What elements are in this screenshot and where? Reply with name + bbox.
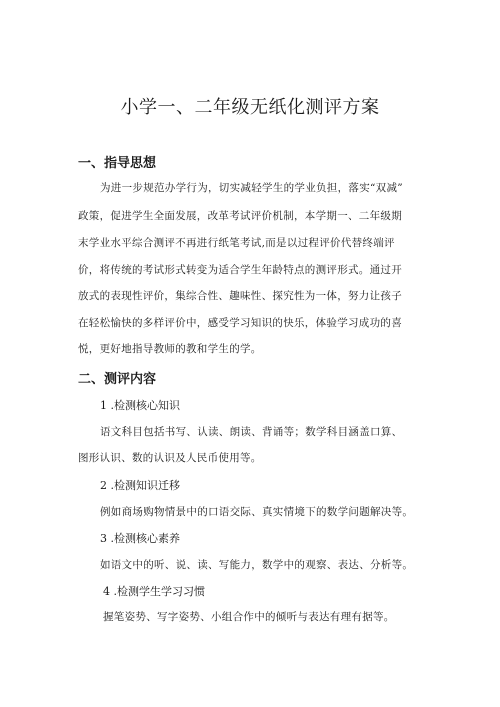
paragraph-line: 末学业水平综合测评不再进行纸笔考试,而是以过程评价代替终端评 <box>78 237 395 249</box>
paragraph-line: 在轻松愉快的多样评价中，感受学习知识的快乐，体验学习成功的喜 <box>78 317 402 329</box>
subsection-heading: 3 .检测核心素养 <box>100 532 180 545</box>
paragraph-line: 价，将传统的考试形式转变为适合学生年龄特点的测评形式。通过开 <box>78 264 402 276</box>
paragraph-line: 例如商场购物情景中的口语交际、真实情境下的数学问题解决等。 <box>100 506 414 518</box>
paragraph-line: 悦，更好地指导教师的教和学生的学。 <box>78 343 262 355</box>
paragraph-line: 握笔姿势、写字姿势、小组合作中的倾听与表达有理有据等。 <box>103 611 395 623</box>
paragraph-line: 图形认识、数的认识及人民币使用等。 <box>78 452 262 464</box>
section-heading-assessment-content: 二、测评内容 <box>78 372 157 387</box>
paragraph-line: 为进一步规范办学行为，切实减轻学生的学业负担，落实“双减” <box>100 182 403 194</box>
paragraph-line: 政策，促进学生全面发展，改革考试评价机制，本学期一、二年级期 <box>78 210 402 222</box>
subsection-heading: 2 .检测知识迁移 <box>100 479 180 492</box>
paragraph-line: 语文科目包括书写、认读、朗读、背诵等；数学科目涵盖口算、 <box>100 426 403 438</box>
paragraph-line: 如语文中的听、说、读、写能力，数学中的观察、表达、分析等。 <box>100 559 414 571</box>
document-title: 小学一、二年级无纸化测评方案 <box>120 97 380 118</box>
subsection-heading: 4 .检测学生学习习惯 <box>103 585 205 598</box>
paragraph-line: 放式的表现性评价，集综合性、趣味性、探究性为一体，努力让孩子 <box>78 290 402 302</box>
section-heading-guiding-ideology: 一、指导思想 <box>78 156 157 171</box>
subsection-heading: 1 .检测核心知识 <box>100 399 180 412</box>
